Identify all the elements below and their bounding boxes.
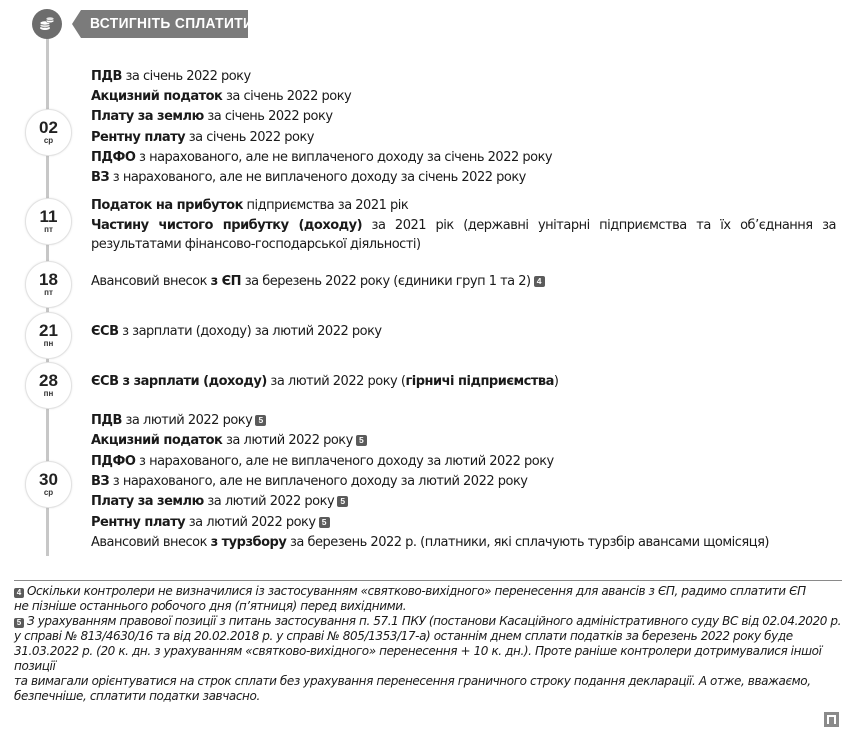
footnote-ref-badge: 5	[356, 435, 367, 446]
list-item: ВЗ з нарахованого, але не виплаченого доходу за лютий 2022 року	[91, 474, 528, 489]
footnote-ref-badge: 5	[319, 517, 330, 528]
footnote-ref-badge: 5	[337, 496, 348, 507]
list-item: ВЗ з нарахованого, але не виплаченого доходу за січень 2022 року	[91, 170, 526, 185]
date-circle	[25, 109, 72, 156]
footnote-ref-badge: 5	[255, 415, 266, 426]
coins-icon	[32, 9, 62, 39]
page-title: ВСТИГНІТЬ СПЛАТИТИ	[90, 16, 254, 32]
list-item: ЄСВ з зарплати (доходу) за лютий 2022 року (гірничі підприємства)	[91, 374, 559, 389]
date-circle	[25, 461, 72, 508]
date-weekday: пт	[44, 288, 53, 297]
date-weekday: ср	[43, 136, 54, 145]
date-day: 02	[39, 118, 58, 137]
list-item: Плату за землю за лютий 2022 року 5	[91, 492, 836, 512]
footnote-ref-badge: 4	[534, 276, 545, 287]
date-weekday: ср	[43, 488, 54, 497]
list-item: Рентну плату за лютий 2022 року 5	[91, 513, 836, 533]
list-item: Рентну плату за січень 2022 року	[91, 130, 314, 145]
list-item: Плату за землю за січень 2022 року	[91, 109, 333, 124]
date-day: 30	[39, 470, 58, 489]
list-item: ПДФО з нарахованого, але не виплаченого доходу за лютий 2022 року	[91, 454, 554, 469]
list-item: Частину чистого прибутку (доходу) за 2021 рік (державні унітарні підприємства та їх об’єднання за результатами фінансово-господарської діяльності)	[91, 218, 836, 252]
list-item: ЄСВ з зарплати (доходу) за лютий 2022 року	[91, 324, 382, 339]
list-item: Авансовий внесок з турзбору за березень 2022 р. (платники, які сплачують турзбір авансами щомісяця)	[91, 535, 769, 550]
footnote-4: 4 Оскільки контролери не визначилися із застосуванням «святково-вихідного» перенесення для авансів з ЄП, радимо сплатити ЄП не пізніше останнього робочого дня (п’ятниця) перед вихідними.	[14, 584, 806, 613]
publisher-logo-icon	[824, 712, 839, 727]
list-item: Податок на прибуток підприємства за 2021 рік	[91, 198, 409, 213]
footnotes	[14, 584, 842, 704]
list-item: Акцизний податок за лютий 2022 року 5	[91, 431, 836, 451]
date-circle	[25, 198, 72, 245]
list-item: ПДВ за січень 2022 року	[91, 69, 251, 84]
list-item: Акцизний податок за січень 2022 року	[91, 89, 352, 104]
date-circle	[25, 261, 72, 308]
date-weekday: пт	[44, 225, 53, 234]
date-day: 21	[39, 321, 58, 340]
list-item: ПДФО з нарахованого, але не виплаченого доходу за січень 2022 року	[91, 150, 553, 165]
footnote-number-badge: 4	[14, 588, 24, 598]
list-item: Авансовий внесок з ЄП за березень 2022 року (єдиники груп 1 та 2) 4	[91, 272, 836, 292]
date-circle	[25, 312, 72, 359]
footnote-number-badge: 5	[14, 618, 24, 628]
date-day: 11	[39, 207, 58, 226]
date-weekday: пн	[43, 389, 54, 398]
date-day: 28	[39, 371, 58, 390]
footnote-divider	[14, 580, 842, 581]
list-item: ПДВ за лютий 2022 року 5	[91, 411, 836, 431]
date-weekday: пн	[43, 339, 54, 348]
footnote-5: 5 З урахуванням правової позиції з питань застосування п. 57.1 ПКУ (постанови Касаційного адміністративного суду ВС від 02.04.2020 р. у справі № 813/4630/16 та від 20.02.2018 р. у справі № 805/1353/17-а) останнім днем сплати податків за березень 2022 року буде 31.03.2022 р. (20 к. дн. з урахуванням «святково-вихідного» перенесення + 10 к. дн.). Проте раніше контролери дотримувалися іншої позиції та вимагали орієнтуватися на строк сплати без урахування перенесення граничного строку подання декларації. А отже, вважаємо, безпечніше, сплатити податки завчасно.	[14, 614, 842, 703]
date-circle	[25, 362, 72, 409]
date-day: 18	[39, 270, 58, 289]
